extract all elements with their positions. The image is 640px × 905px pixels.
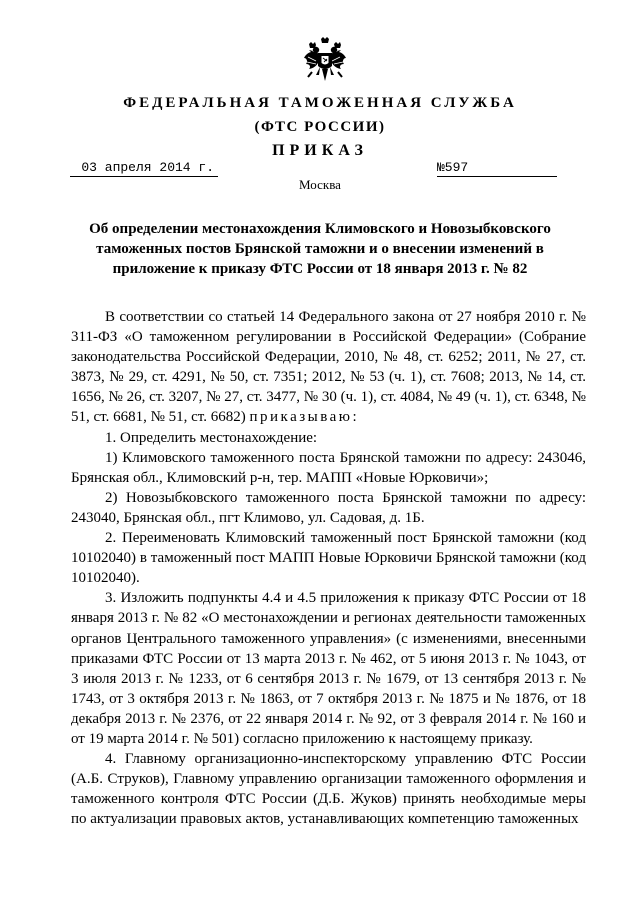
order-body xyxy=(71,307,586,829)
paragraph-1-1: 1) Климовского таможенного поста Брянской таможни по адресу: 243046, Брянская обл., Климовский р-н, тер. МАПП «Новые Юрковичи»; xyxy=(71,449,586,486)
order-number: №597 xyxy=(437,160,557,177)
intro-paragraph xyxy=(71,307,586,428)
intro-text: В соответствии со статьей 14 Федерального закона от 27 ноября 2010 г. № 311-ФЗ «О таможенном регулировании в Российской Федерации» (Собрание законодательства Российской Федерации, 2010, № 48, ст. 6252; 2011, № 27, ст. 3873, № 29, ст. 4291, № 50, ст. 7351; 2012, № 53 (ч. 1), ст. 7608; 2013, № 14, ст. 1656, № 26, ст. 3207, № 27, ст. 3477, № 30 (ч. 1), ст. 4084, № 49 (ч. 1), ст. 6348, № 51, ст. 6681, № 51, ст. 6682) xyxy=(71,309,586,426)
order-date: 03 апреля 2014 г. xyxy=(70,160,218,177)
organization-name: ФЕДЕРАЛЬНАЯ ТАМОЖЕННАЯ СЛУЖБА xyxy=(123,95,517,111)
paragraph-4: 4. Главному организационно-инспекторскому управлению ФТС России (А.Б. Струков), Главному управлению организации таможенного оформления и таможенного контроля ФТС России (Д.Б. Жуков) принять необходимые меры по актуализации правовых актов, устанавливающих компетенцию таможенных xyxy=(71,751,586,828)
order-title: Об определении местонахождения Климовского и Новозыбковского таможенных постов Брянской таможни и о внесении изменений в приложение к приказу ФТС России от 18 января 2013 г. № 82 xyxy=(89,221,551,277)
paragraph-2: 2. Переименовать Климовский таможенный пост Брянской таможни (код 10102040) в таможенный пост МАПП Новые Юрковичи Брянской таможни (код 10102040). xyxy=(71,530,586,587)
paragraph-3: 3. Изложить подпункты 4.4 и 4.5 приложения к приказу ФТС России от 18 января 2013 г. № 82 «О местонахождении и регионах деятельности таможенных органов Центрального таможенного управления» (с изменениями, внесенными приказами ФТС России от 13 марта 2013 г. № 462, от 5 июня 2013 г. № 1043, от 3 июля 2013 г. № 1233, от 6 сентября 2013 г. № 1679, от 13 сентября 2013 г. № 1743, от 3 октября 2013 г. № 1863, от 7 октября 2013 г. № 1875 и № 1876, от 18 декабря 2013 г. № 2376, от 22 января 2014 г. № 92, от 3 февраля 2014 г. № 160 и от 19 марта 2014 г. № 501) согласно приложению к настоящему приказу. xyxy=(71,590,586,747)
russian-coat-of-arms-icon xyxy=(303,36,347,84)
organization-short-name: (ФТС РОССИИ) xyxy=(254,119,386,135)
paragraph-1-2: 2) Новозыбковского таможенного поста Брянской таможни по адресу: 243040, Брянская обл., пгт Климово, ул. Садовая, д. 1Б. xyxy=(71,489,586,526)
paragraph-1: 1. Определить местонахождение: xyxy=(105,429,318,446)
order-verb: приказываю: xyxy=(249,409,360,426)
document-type: ПРИКАЗ xyxy=(272,142,368,159)
city: Москва xyxy=(299,177,341,192)
